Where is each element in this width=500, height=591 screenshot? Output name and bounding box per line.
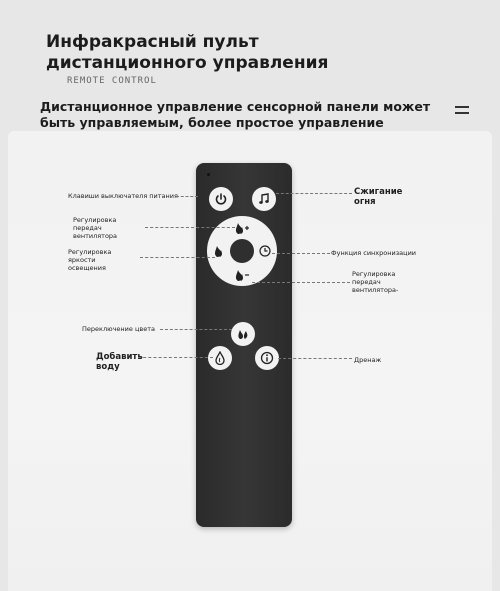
title-line-1: Инфракрасный пульт	[46, 32, 259, 52]
label-fan-down: Регулировка передач вентилятора-	[352, 270, 399, 294]
leader-fan-down	[252, 282, 350, 283]
menu-icon[interactable]	[455, 106, 469, 116]
music-note-icon	[257, 192, 271, 206]
fan-down-button[interactable]	[233, 268, 251, 282]
label-add-water: Добавить воду	[96, 352, 143, 372]
label-drain: Дренаж	[354, 356, 382, 364]
drain-button[interactable]	[255, 346, 279, 370]
page-title	[46, 32, 346, 74]
title-line-2: дистанционного управления	[46, 53, 329, 73]
headline-line-2: быть управляемым, более простое управление	[40, 115, 384, 130]
water-drop-icon	[213, 351, 227, 365]
leader-drain	[278, 358, 352, 359]
leader-brightness	[140, 257, 215, 258]
power-button[interactable]	[209, 187, 233, 211]
flame-icon	[211, 244, 227, 258]
burning-sound-button[interactable]	[252, 187, 276, 211]
info-icon	[260, 351, 274, 365]
headline-line-1: Дистанционное управление сенсорной панели может	[40, 99, 431, 114]
label-sync: Функция синхронизации	[331, 249, 417, 257]
leader-fan-gear	[145, 227, 235, 228]
power-icon	[214, 192, 228, 206]
color-flame-icon	[236, 327, 250, 341]
leader-add-water	[138, 357, 213, 358]
color-switch-button[interactable]	[231, 322, 255, 346]
label-power: Клавиши выключателя питания	[68, 192, 178, 200]
sync-button[interactable]	[256, 244, 274, 258]
label-fan-gear: Регулировка передач вентилятора	[73, 216, 118, 240]
subtitle: REMOTE CONTROL	[67, 76, 157, 86]
label-burning: Сжигание огня	[354, 187, 403, 207]
flame-plus-icon	[234, 221, 250, 235]
leader-sync	[272, 253, 330, 254]
fan-up-button[interactable]	[233, 221, 251, 235]
dpad-center[interactable]	[230, 239, 254, 263]
leader-color-switch	[160, 329, 232, 330]
clock-icon	[257, 244, 273, 258]
add-water-button[interactable]	[208, 346, 232, 370]
leader-power	[176, 196, 198, 197]
headline	[40, 99, 440, 131]
brightness-button[interactable]	[210, 244, 228, 258]
label-color-switch: Переключение цвета	[82, 325, 155, 333]
flame-minus-icon	[234, 268, 250, 282]
ir-led	[207, 173, 210, 176]
label-brightness: Регулировка яркости освещения	[68, 248, 112, 272]
leader-burning	[276, 193, 352, 194]
